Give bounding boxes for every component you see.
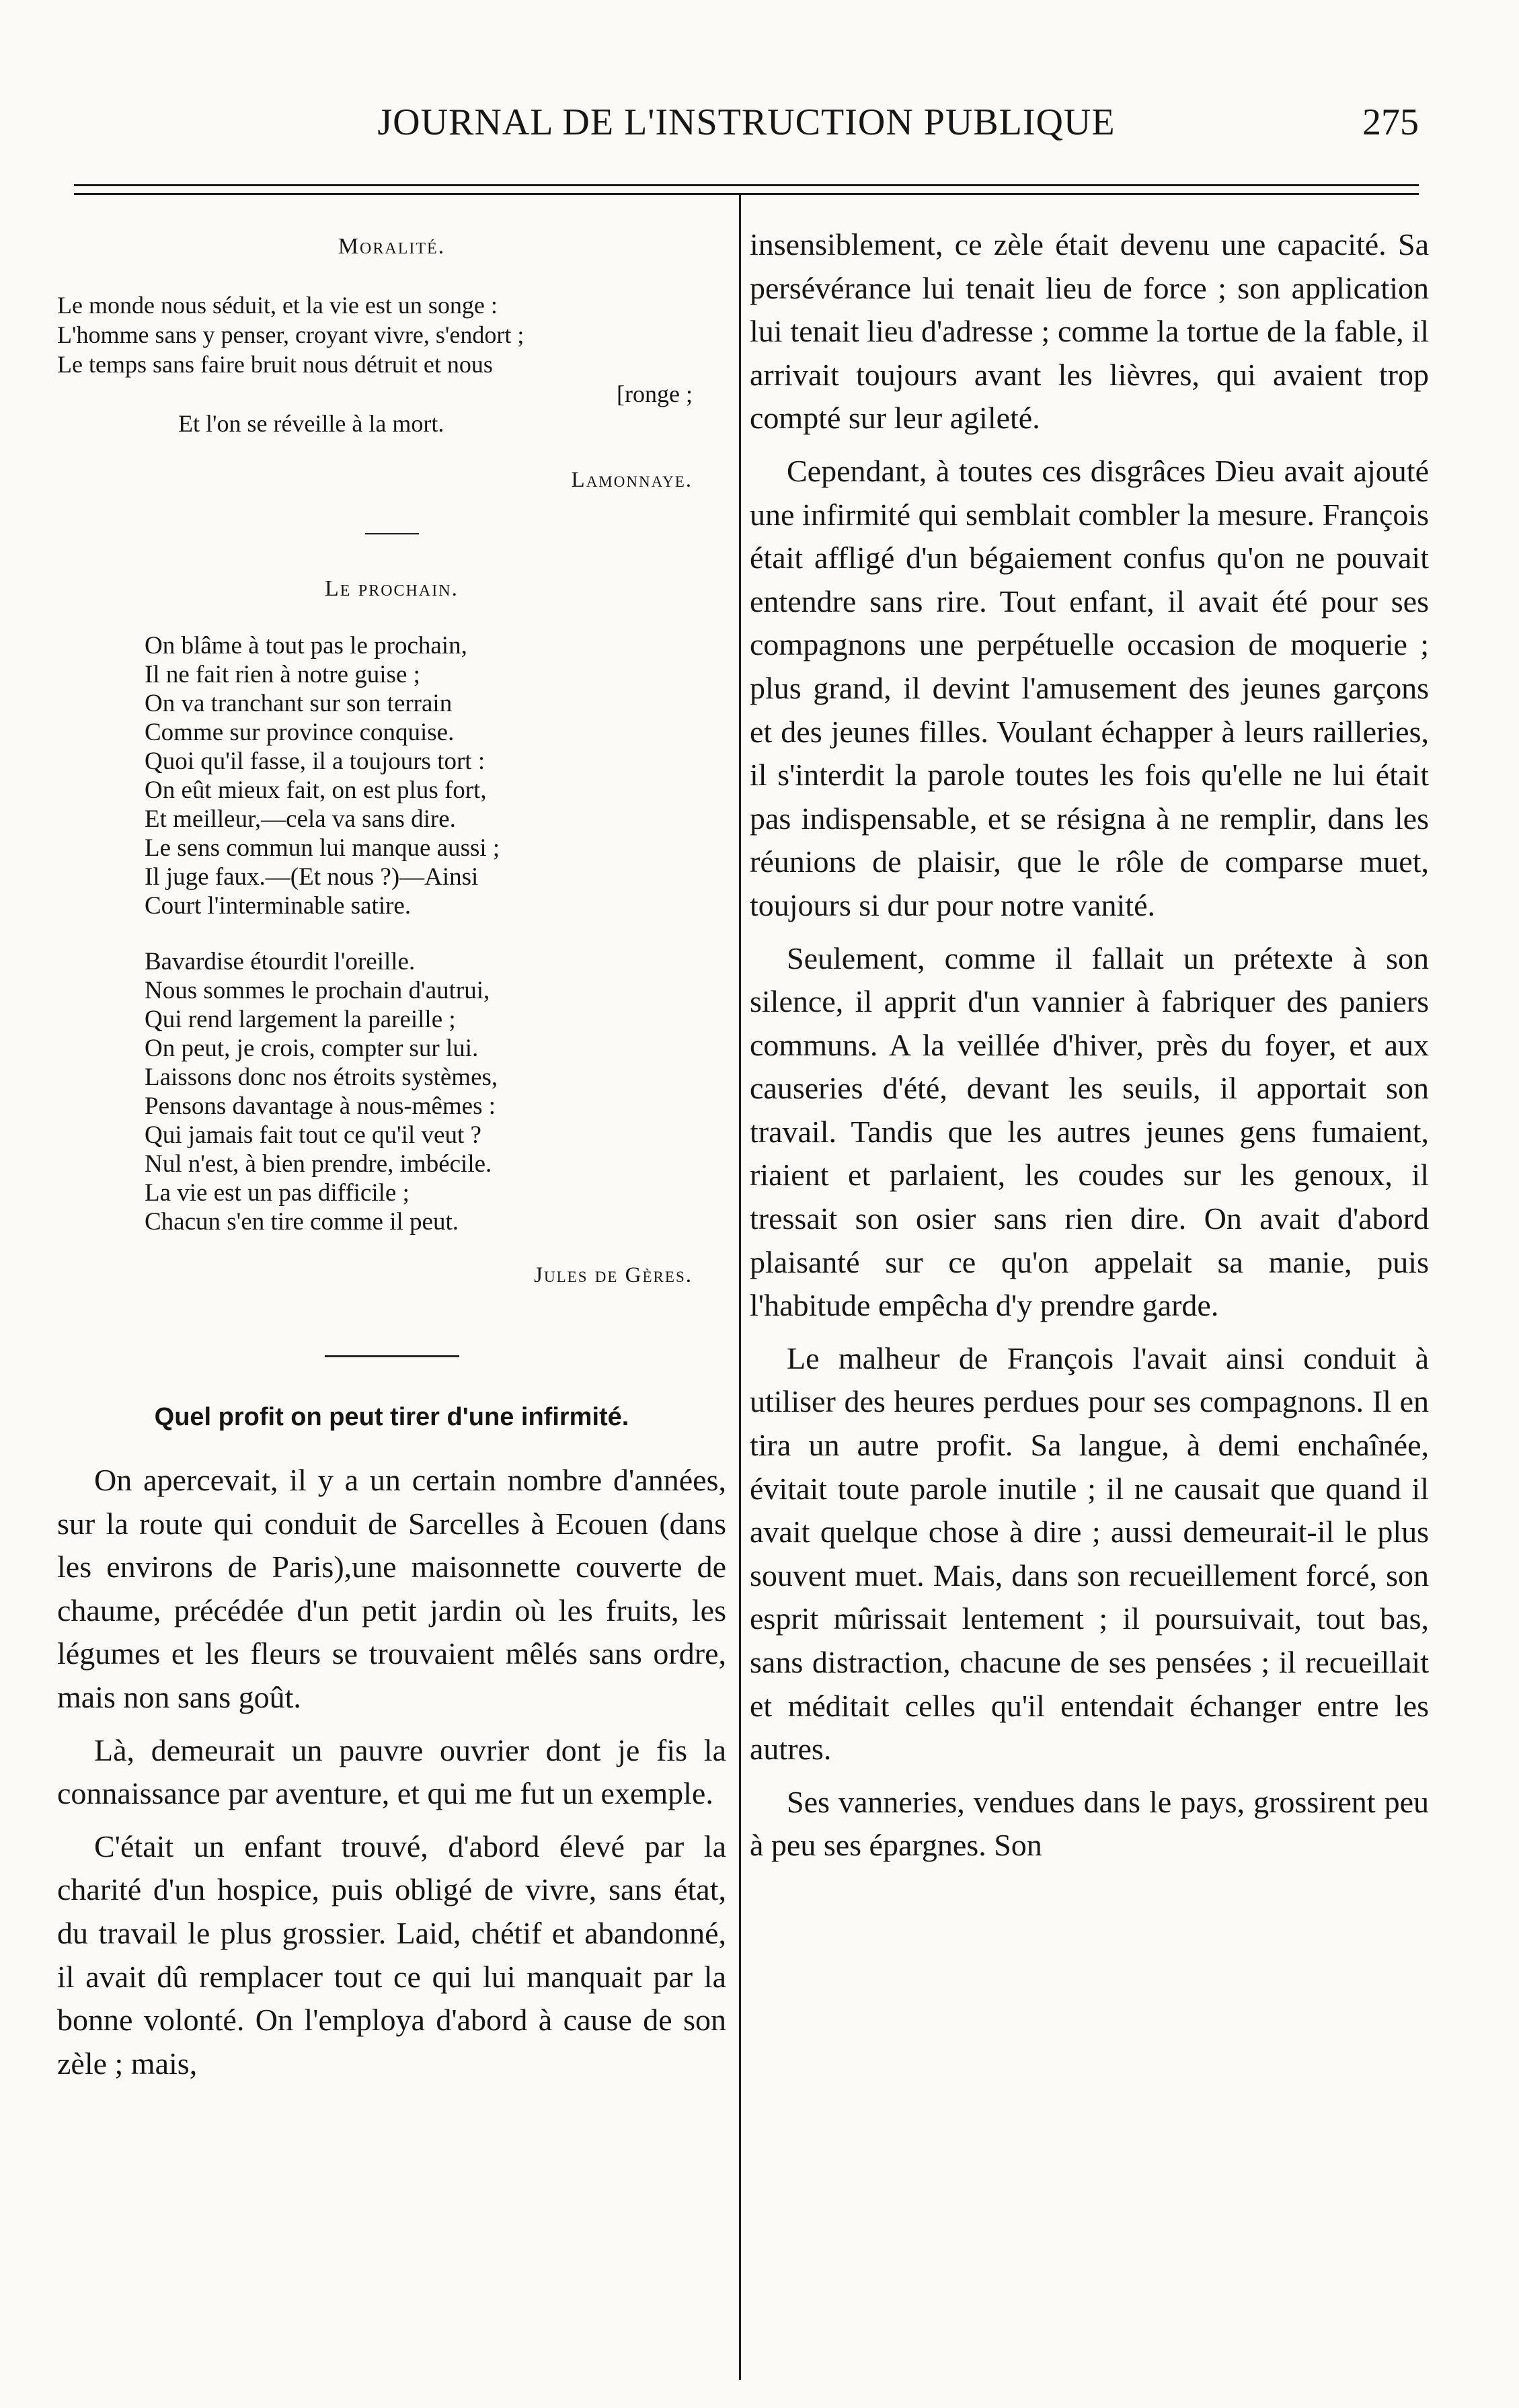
- poem-line: On va tranchant sur son terrain: [145, 690, 453, 717]
- poem-line: Court l'interminable satire.: [145, 892, 412, 920]
- poem-line: Pensons davantage à nous-mêmes :: [145, 1092, 496, 1120]
- moralite-title: Moralité.: [338, 234, 446, 259]
- header-rule-bottom: [74, 193, 1419, 195]
- poem-line: On eût mieux fait, on est plus fort,: [145, 776, 487, 804]
- prochain-stanza-1: [57, 631, 726, 920]
- article-title: Quel profit on peut tirer d'une infirmité.: [154, 1403, 629, 1431]
- prochain-stanza-2: [57, 947, 726, 1236]
- poem-line: Et l'on se réveille à la mort.: [178, 410, 444, 437]
- poem-line: Le monde nous séduit, et la vie est un songe :: [57, 292, 498, 319]
- poem-line: Et meilleur,—cela va sans dire.: [145, 805, 456, 833]
- poem-line: Il juge faux.—(Et nous ?)—Ainsi: [145, 863, 479, 891]
- paragraph: Cependant, à toutes ces disgrâces Dieu avait ajouté une infirmité qui semblait combler la mesure. François était affligé d'un bégaiement confus qu'on ne pouvait entendre sans rire. Tout enfant, il avait été pour ses compagnons une perpétuelle occasion de moquerie ; plus grand, il devint l'amusement des jeunes garçons et des jeunes filles. Voulant échapper à leurs railleries, il s'interdit la parole toutes les fois qu'elle ne lui était pas indispensable, et se résigna à ne remplir, dans les réunions de plaisir, que le rôle de comparse muet, toujours si dur pour notre vanité.: [750, 453, 1429, 922]
- page-number: 275: [1362, 102, 1419, 143]
- poem-line: Bavardise étourdit l'oreille.: [145, 948, 416, 975]
- poem-line: [ronge ;: [617, 380, 693, 407]
- right-column: [750, 202, 1429, 1877]
- poem-line: Quoi qu'il fasse, il a toujours tort :: [145, 748, 485, 775]
- moralite-author: Lamonnaye.: [571, 468, 693, 492]
- paragraph: Seulement, comme il fallait un prétexte à son silence, il apprit d'un vannier à fabriquer des paniers communs. A la veillée d'hiver, près du foyer, et aux causeries d'été, devant les seuils, il apportait son travail. Tandis que les autres jeunes gens fumaient, riaient et parlaient, les coudes sur les genoux, il tressait son osier sans rien dire. On avait d'abord plaisanté sur ce qu'on appelait sa manie, puis l'habitude empêcha d'y prendre garde.: [750, 940, 1429, 1323]
- paragraph: insensiblement, ce zèle était devenu une capacité. Sa persévérance lui tenait lieu de force ; son application lui tenait lieu d'adresse ; comme la tortue de la fable, il arrivait toujours avant les lièvres, qui avaient trop compté sur leur agileté.: [750, 227, 1429, 436]
- paragraph: Le malheur de François l'avait ainsi conduit à utiliser des heures perdues pour ses compagnons. Il en tira un autre profit. Sa langue, à demi enchaînée, évitait toute parole inutile ; il ne causait que quand il avait quelque chose à dire ; aussi demeurait-il le plus souvent muet. Mais, dans son recueillement forcé, son esprit mûrissait lentement ; il poursuivait, tout bas, sans distraction, chacune de ses pensées ; il recueillait et méditait celles qu'il entendait échanger entre les autres.: [750, 1340, 1429, 1767]
- header-rule-top: [74, 184, 1419, 186]
- poem-line: On peut, je crois, compter sur lui.: [145, 1035, 479, 1062]
- paragraph: Ses vanneries, vendues dans le pays, grossirent peu à peu ses épargnes. Son: [750, 1784, 1429, 1863]
- poem-line: Le sens commun lui manque aussi ;: [145, 834, 500, 862]
- paragraph: On apercevait, il y a un certain nombre d'années, sur la route qui conduit de Sarcelles à Ecouen (dans les environs de Paris),une maisonnette couverte de chaume, précédée d'un petit jardin où les fruits, les légumes et les fleurs se trouvaient mêlés sans ordre, mais non sans goût.: [57, 1463, 726, 1714]
- poem-line: Qui jamais fait tout ce qu'il veut ?: [145, 1121, 481, 1149]
- poem-line: Nul n'est, à bien prendre, imbécile.: [145, 1150, 492, 1178]
- poem-line: Nous sommes le prochain d'autrui,: [145, 977, 490, 1004]
- poem-line: Qui rend largement la pareille ;: [145, 1006, 456, 1033]
- article-text-left: [57, 1459, 726, 2085]
- paragraph: Là, demeurait un pauvre ouvrier dont je fis la connaissance par aventure, et qui me fut un exemple.: [57, 1732, 726, 1811]
- poem-line: Le temps sans faire bruit nous détruit et nous: [57, 351, 493, 378]
- poem-line: Laissons donc nos étroits systèmes,: [145, 1063, 498, 1091]
- moralite-poem: [57, 290, 726, 438]
- poem-line: On blâme à tout pas le prochain,: [145, 632, 467, 659]
- poem-line: Chacun s'en tire comme il peut.: [145, 1208, 459, 1236]
- prochain-title: Le prochain.: [324, 576, 459, 601]
- paragraph: C'était un enfant trouvé, d'abord élevé par la charité d'un hospice, puis obligé de vivre, sans état, du travail le plus grossier. Laid, chétif et abandonné, il avait dû remplacer tout ce qui lui manquait par la bonne volonté. On l'employa d'abord à cause de son zèle ; mais,: [57, 1829, 726, 2081]
- journal-title: JOURNAL DE L'INSTRUCTION PUBLIQUE: [377, 102, 1116, 143]
- poem-line: Il ne fait rien à notre guise ;: [145, 661, 420, 688]
- column-separator: [739, 195, 741, 2380]
- page-header: [74, 101, 1419, 161]
- left-column: [57, 202, 726, 2095]
- poem-line: La vie est un pas difficile ;: [145, 1179, 410, 1207]
- poem-line: L'homme sans y penser, croyant vivre, s'endort ;: [57, 321, 524, 348]
- prochain-author: Jules de Gères.: [534, 1263, 693, 1287]
- poem-line: Comme sur province conquise.: [145, 719, 455, 746]
- article-text-right: [750, 223, 1429, 1868]
